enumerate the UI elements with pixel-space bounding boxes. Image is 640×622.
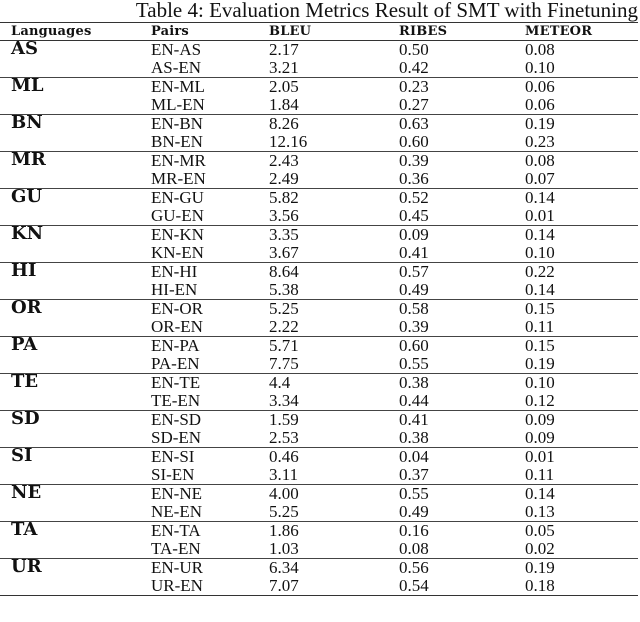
bleu-cell: 2.22 — [269, 317, 299, 336]
pair-cell: MR-EN — [151, 169, 206, 188]
meteor-cell: 0.18 — [525, 576, 555, 595]
meteor-cell: 0.08 — [525, 151, 555, 170]
pair-cell: EN-OR — [151, 299, 203, 318]
meteor-cell: 0.23 — [525, 132, 555, 151]
bleu-cell: 5.25 — [269, 299, 299, 318]
ribes-cell: 0.16 — [399, 521, 429, 540]
table-row — [0, 559, 638, 578]
bleu-cell: 3.67 — [269, 243, 299, 262]
bleu-cell: 3.34 — [269, 391, 299, 410]
ribes-cell: 0.36 — [399, 169, 429, 188]
bleu-cell: 4.4 — [269, 373, 291, 392]
header-meteor: METEOR — [525, 24, 593, 39]
bleu-cell: 12.16 — [269, 132, 308, 151]
ribes-cell: 0.49 — [399, 502, 429, 521]
language-cell: SD — [11, 408, 40, 429]
pair-cell: EN-TE — [151, 373, 201, 392]
pair-cell: AS-EN — [151, 58, 202, 77]
ribes-cell: 0.60 — [399, 336, 429, 355]
pair-cell: HI-EN — [151, 280, 198, 299]
meteor-cell: 0.19 — [525, 114, 555, 133]
meteor-cell: 0.22 — [525, 262, 555, 281]
language-cell: PA — [11, 334, 38, 355]
ribes-cell: 0.39 — [399, 317, 429, 336]
ribes-cell: 0.38 — [399, 373, 429, 392]
pair-cell: SI-EN — [151, 465, 195, 484]
table-row — [0, 133, 638, 152]
table-row — [0, 429, 638, 448]
ribes-cell: 0.23 — [399, 77, 429, 96]
table-row — [0, 226, 638, 245]
ribes-cell: 0.56 — [399, 558, 429, 577]
pair-cell: EN-NE — [151, 484, 202, 503]
meteor-cell: 0.11 — [525, 465, 555, 484]
bleu-cell: 7.07 — [269, 576, 299, 595]
table-row — [0, 41, 638, 60]
pair-cell: EN-AS — [151, 40, 202, 59]
language-group — [0, 334, 638, 374]
language-cell: SI — [11, 445, 33, 466]
ribes-cell: 0.55 — [399, 484, 429, 503]
pair-cell: EN-UR — [151, 558, 203, 577]
pair-cell: TE-EN — [151, 391, 201, 410]
pair-cell: NE-EN — [151, 502, 202, 521]
table-row — [0, 281, 638, 300]
bleu-cell: 5.25 — [269, 502, 299, 521]
bleu-cell: 8.26 — [269, 114, 299, 133]
table-row — [0, 540, 638, 559]
pair-cell: EN-SD — [151, 410, 202, 429]
meteor-cell: 0.15 — [525, 299, 555, 318]
ribes-cell: 0.60 — [399, 132, 429, 151]
language-cell: HI — [11, 260, 37, 281]
ribes-cell: 0.58 — [399, 299, 429, 318]
ribes-cell: 0.50 — [399, 40, 429, 59]
language-cell: NE — [11, 482, 42, 503]
bleu-cell: 5.71 — [269, 336, 299, 355]
language-cell: BN — [11, 112, 43, 133]
pair-cell: BN-EN — [151, 132, 203, 151]
language-group — [0, 223, 638, 263]
pair-cell: UR-EN — [151, 576, 203, 595]
table-row — [0, 300, 638, 319]
ribes-cell: 0.52 — [399, 188, 429, 207]
meteor-cell: 0.08 — [525, 40, 555, 59]
pair-cell: EN-BN — [151, 114, 203, 133]
table-row — [0, 263, 638, 282]
ribes-cell: 0.37 — [399, 465, 429, 484]
ribes-cell: 0.41 — [399, 243, 429, 262]
bleu-cell: 1.84 — [269, 95, 299, 114]
language-cell: MR — [11, 149, 46, 170]
bleu-cell: 1.03 — [269, 539, 299, 558]
bleu-cell: 2.43 — [269, 151, 299, 170]
language-cell: TE — [11, 371, 39, 392]
header-languages: Languages — [11, 24, 92, 39]
language-cell: TA — [11, 519, 38, 540]
language-cell: GU — [11, 186, 43, 207]
language-group — [0, 149, 638, 189]
language-group — [0, 408, 638, 448]
bleu-cell: 2.53 — [269, 428, 299, 447]
bleu-cell: 2.05 — [269, 77, 299, 96]
meteor-cell: 0.01 — [525, 206, 555, 225]
bleu-cell: 5.38 — [269, 280, 299, 299]
pair-cell: EN-KN — [151, 225, 204, 244]
ribes-cell: 0.39 — [399, 151, 429, 170]
table-row — [0, 115, 638, 134]
pair-cell: EN-HI — [151, 262, 198, 281]
bleu-cell: 7.75 — [269, 354, 299, 373]
pair-cell: EN-GU — [151, 188, 204, 207]
bleu-cell: 8.64 — [269, 262, 299, 281]
meteor-cell: 0.13 — [525, 502, 555, 521]
ribes-cell: 0.27 — [399, 95, 429, 114]
table-row — [0, 355, 638, 374]
meteor-cell: 0.12 — [525, 391, 555, 410]
pair-cell: EN-PA — [151, 336, 200, 355]
meteor-cell: 0.09 — [525, 428, 555, 447]
ribes-cell: 0.08 — [399, 539, 429, 558]
header-pairs: Pairs — [151, 24, 189, 39]
ribes-cell: 0.54 — [399, 576, 429, 595]
ribes-cell: 0.49 — [399, 280, 429, 299]
table-row — [0, 485, 638, 504]
bleu-cell: 3.35 — [269, 225, 299, 244]
language-group — [0, 482, 638, 522]
table-row — [0, 96, 638, 115]
meteor-cell: 0.14 — [525, 188, 555, 207]
language-group — [0, 519, 638, 559]
bleu-cell: 3.56 — [269, 206, 299, 225]
table-row — [0, 337, 638, 356]
header-bleu: BLEU — [269, 24, 312, 39]
table-row — [0, 392, 638, 411]
table-row — [0, 577, 638, 596]
language-group — [0, 260, 638, 300]
meteor-cell: 0.14 — [525, 280, 555, 299]
meteor-cell: 0.10 — [525, 58, 555, 77]
pair-cell: EN-TA — [151, 521, 201, 540]
language-cell: KN — [11, 223, 44, 244]
bleu-cell: 4.00 — [269, 484, 299, 503]
table-row — [0, 448, 638, 467]
meteor-cell: 0.14 — [525, 484, 555, 503]
language-cell: ML — [11, 75, 44, 96]
language-group — [0, 371, 638, 411]
pair-cell: EN-MR — [151, 151, 206, 170]
language-group — [0, 75, 638, 115]
ribes-cell: 0.63 — [399, 114, 429, 133]
bleu-cell: 2.17 — [269, 40, 299, 59]
meteor-cell: 0.19 — [525, 558, 555, 577]
language-cell: OR — [11, 297, 42, 318]
pair-cell: SD-EN — [151, 428, 202, 447]
pair-cell: TA-EN — [151, 539, 201, 558]
language-group — [0, 297, 638, 337]
ribes-cell: 0.57 — [399, 262, 429, 281]
language-group — [0, 556, 638, 596]
language-group — [0, 186, 638, 226]
metrics-table — [0, 22, 638, 596]
meteor-cell: 0.11 — [525, 317, 555, 336]
bleu-cell: 1.86 — [269, 521, 299, 540]
table-row — [0, 503, 638, 522]
table-row — [0, 411, 638, 430]
pair-cell: PA-EN — [151, 354, 200, 373]
language-group — [0, 112, 638, 152]
pair-cell: ML-EN — [151, 95, 205, 114]
ribes-cell: 0.41 — [399, 410, 429, 429]
ribes-cell: 0.55 — [399, 354, 429, 373]
table-row — [0, 78, 638, 97]
table-row — [0, 207, 638, 226]
ribes-cell: 0.09 — [399, 225, 429, 244]
meteor-cell: 0.09 — [525, 410, 555, 429]
meteor-cell: 0.15 — [525, 336, 555, 355]
meteor-cell: 0.05 — [525, 521, 555, 540]
meteor-cell: 0.10 — [525, 243, 555, 262]
meteor-cell: 0.06 — [525, 77, 555, 96]
ribes-cell: 0.42 — [399, 58, 429, 77]
header-row — [0, 23, 638, 41]
table-row — [0, 170, 638, 189]
meteor-cell: 0.10 — [525, 373, 555, 392]
ribes-cell: 0.38 — [399, 428, 429, 447]
table-row — [0, 522, 638, 541]
language-group — [0, 38, 638, 78]
bleu-cell: 0.46 — [269, 447, 299, 466]
bleu-cell: 2.49 — [269, 169, 299, 188]
table-caption: Table 4: Evaluation Metrics Result of SMT with Finetuning — [135, 0, 638, 22]
meteor-cell: 0.07 — [525, 169, 555, 188]
bleu-cell: 3.21 — [269, 58, 299, 77]
meteor-cell: 0.06 — [525, 95, 555, 114]
meteor-cell: 0.02 — [525, 539, 555, 558]
ribes-cell: 0.45 — [399, 206, 429, 225]
table-row — [0, 59, 638, 78]
bleu-cell: 3.11 — [269, 465, 299, 484]
language-cell — [0, 577, 151, 596]
table-row — [0, 374, 638, 393]
language-group — [0, 445, 638, 485]
bleu-cell: 5.82 — [269, 188, 299, 207]
table-row — [0, 152, 638, 171]
bleu-cell: 1.59 — [269, 410, 299, 429]
bleu-cell: 6.34 — [269, 558, 299, 577]
meteor-cell: 0.01 — [525, 447, 555, 466]
pair-cell: EN-ML — [151, 77, 205, 96]
table-row — [0, 189, 638, 208]
language-cell: UR — [11, 556, 42, 577]
table-row — [0, 244, 638, 263]
table-row — [0, 318, 638, 337]
pair-cell: GU-EN — [151, 206, 204, 225]
pair-cell: KN-EN — [151, 243, 204, 262]
pair-cell: OR-EN — [151, 317, 203, 336]
ribes-cell: 0.44 — [399, 391, 429, 410]
header-ribes: RIBES — [399, 24, 448, 39]
meteor-cell: 0.19 — [525, 354, 555, 373]
pair-cell: EN-SI — [151, 447, 195, 466]
ribes-cell: 0.04 — [399, 447, 429, 466]
meteor-cell: 0.14 — [525, 225, 555, 244]
table-row — [0, 466, 638, 485]
language-cell: AS — [11, 38, 38, 59]
